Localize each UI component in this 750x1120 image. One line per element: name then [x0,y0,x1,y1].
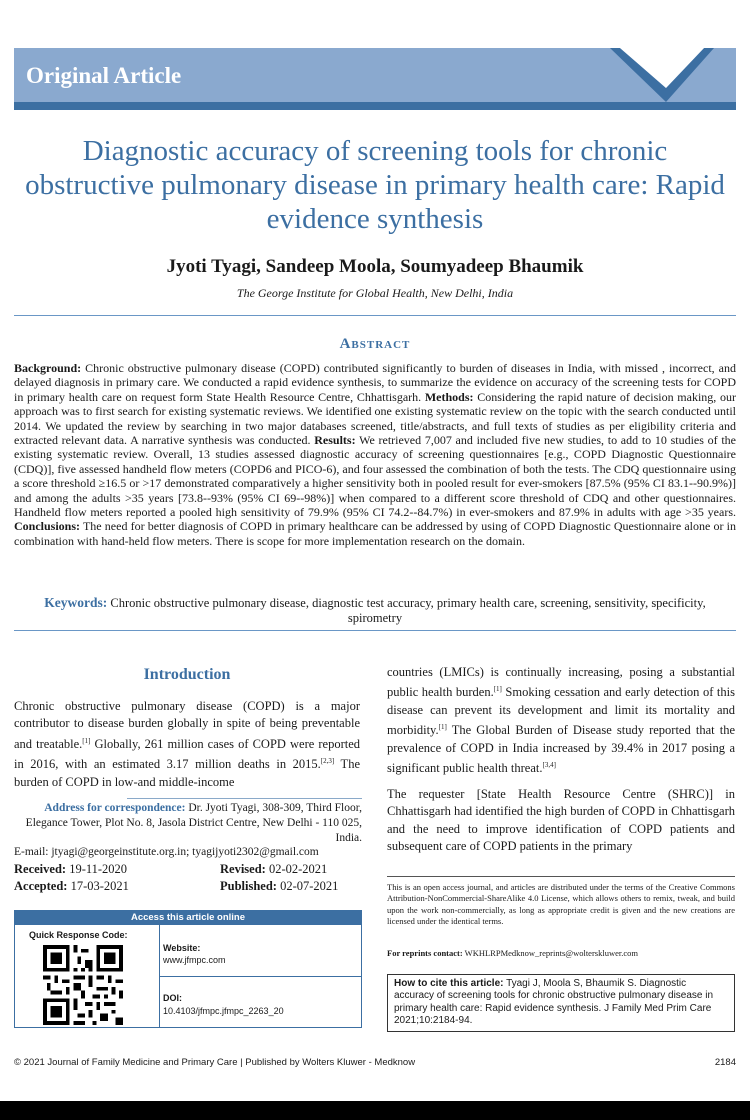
abstract-background-text: Chronic obstructive pulmonary disease (COPD) contributed significantly to burden of diseases in India, with missed , incorrect, and delayed diagnosis in primary care. We conducted a rapid evidence synthesis, to summarize the evidence on accuracy of the screening tests for COPD in primary health care on request form State Health Resource Centre, Chhattisgarh. [14,361,736,404]
divider [14,630,736,631]
qr-code-label: Quick Response Code: [29,930,128,940]
text-run: Smoking cessation and early detection of this disease can prevent its development and limit its mortality and morbidity. [387,685,735,738]
article-title: Diagnostic accuracy of screening tools for chronic obstructive pulmonary disease in primary health care: Rapid evidence synthesis [25,135,725,235]
correspondence-text: Dr. Jyoti Tyagi, 308-309, Third Floor, Elegance Tower, Plot No. 8, Jasola District Centre, New Delhi - 110 025, India. [25,802,362,845]
accepted-value: 17-03-2021 [67,879,129,893]
published-value: 02-07-2021 [276,879,339,893]
reprints-contact [387,948,735,958]
website-label: Website: [163,943,201,953]
qr-code-icon[interactable] [43,945,123,1025]
introduction-paragraph [14,698,360,791]
abstract-conclusions-label: Conclusions: [14,519,81,534]
text-run: Globally, 261 million cases of COPD were reported in 2016, with an estimated 3.17 million deaths in 2015. [14,736,361,772]
bottom-bar [0,1101,750,1120]
doi-link[interactable]: 10.4103/jfmpc.jfmpc_2263_20 [163,1006,284,1016]
introduction-paragraph: The requester [State Health Resource Centre (SHRC)] in Chhattisgarh had identified the high burden of COPD in Chhattisgarh and the need to improve identification of COPD patients and subsequent care of COPD patients in the primary [387,787,735,853]
introduction-heading: Introduction [143,666,231,683]
abstract-conclusions-text: The need for better diagnosis of COPD in primary healthcare can be addressed by using of COPD Diagnostic Questionnaire alone or in combination with hand-held flow meters. There is scope for more implementation research on the domain. [14,519,736,548]
correspondence-address [14,801,362,847]
abstract-background-label: Background: [14,361,82,375]
access-article-box [14,910,362,1028]
correspondence-email: E-mail: jtyagi@georgeinstitute.org.in; tyagijyoti2302@gmail.com [14,846,319,858]
author-affiliation: The George Institute for Global Health, New Delhi, India [236,286,514,300]
citation-ref: [1] [438,723,447,732]
divider [127,798,362,799]
citation-ref: [1] [82,736,91,745]
divider [160,976,361,977]
text-run: Chronic obstructive pulmonary disease (COPD) is a major contributor to disease burden globally in spite of being preventable and treatable. [14,699,360,751]
divider [14,315,736,316]
reprints-label: For reprints contact: [387,948,463,958]
published-date [220,879,338,894]
abstract-results-label: Results: [314,433,356,448]
reprints-email[interactable]: WKHLRPMedknow_reprints@wolterskluwer.com [462,948,638,958]
correspondence-label: Address for correspondence: [44,802,186,814]
doi-label: DOI: [163,993,182,1003]
keywords-text: Chronic obstructive pulmonary disease, diagnostic test accuracy, primary health care, screening, sensitivity, specificity, spirometry [107,596,706,625]
accepted-label: Accepted: [14,879,68,893]
license-text: This is an open access journal, and articles are distributed under the terms of the Creative Commons Attribution-NonCommercial-ShareAlike 4.0 License, which allows others to remix, tweak, and build upon the work non-commercially, as long as appropriate credit is given and the new creations are licensed under the identical terms. [387,882,735,926]
citation-text: Tyagi J, Moola S, Bhaumik S. Diagnostic accuracy of screening tools for chronic obstructive pulmonary disease in primary health care: Rapid evidence synthesis. J Family Med Prim Care 2021;10:2184-94. [394,978,714,1027]
text-run: The Global Burden of Disease study reported that the prevalence of COPD in India increased by 39.4% in 2017 posing a significant public health threat. [387,723,735,775]
text-run: countries (LMICs) is continually increasing, posing a substantial public health burden. [387,665,735,700]
abstract-methods-label: Methods: [424,389,474,404]
citation-ref: [2,3] [320,757,335,766]
keywords-label: Keywords: [44,595,108,610]
how-to-cite-box [387,974,735,1032]
accepted-date [14,879,129,894]
citation-ref: [1] [493,685,502,694]
citation-ref: [3,4] [542,760,556,769]
received-value: 19-11-2020 [66,862,128,876]
published-label: Published: [220,879,277,893]
revised-label: Revised: [220,862,266,876]
page-footer: © 2021 Journal of Family Medicine and Primary Care | Published by Wolters Kluwer - Medknow [14,1057,416,1068]
text-run: The burden of COPD in low-and middle-income [14,757,360,789]
revised-date [220,862,327,877]
citation-label: How to cite this article: [394,978,504,989]
divider [387,876,735,877]
abstract-heading: Abstract [339,336,411,352]
abstract-methods-text: Considering the rapid nature of decision making, our approach was to first search for existing systematic reviews. We identified one existing systematic review on the topic with the search conducted until 2014. We updated the review by searching in two major databases screened, title/abstracts, and full texts of studies as per eligibility criteria and extracted relevant data. A narrative synthesis was conducted. [14,389,736,448]
article-type-label: Original Article [26,63,182,88]
introduction-paragraph [387,664,735,777]
website-link[interactable]: www.jfmpc.com [163,955,226,965]
revised-value: 02-02-2021 [265,862,328,876]
abstract-body [14,361,736,548]
received-label: Received: [14,862,67,876]
received-date [14,862,127,877]
keywords [30,596,720,625]
article-authors: Jyoti Tyagi, Sandeep Moola, Soumyadeep Bhaumik [166,256,584,277]
page-number: 2184 [714,1057,736,1068]
abstract-results-text: We retrieved 7,007 and included five new studies, to add to 10 studies of the existing systematic review. Overall, 13 studies assessed diagnostic accuracy of screening questionnaires [e.g., COPD Diagnostic Questionnaire (CDQ)], five assessed handheld flow meters (COPD6 and PICO-6), and four assessed the combination of both the tests. The CDQ questionnaire using a score threshold ≥16.5 or >17 demonstrated comparatively a higher sensitivity both in pooled result for ever-smokers [87.5% (95% CI 83.1--90.9%)] and among the adults >35 years [73.8--93% (95% CI 69--98%)] when compared to a different score threshold of CDQ and other questionnaires. Handheld flow meters reported a pooled high sensitivity of 79.9% (95% CI 74.2--84.7%) in ever-smokers and 87.9% in adults with age >35 years. [14,433,736,520]
access-box-header: Access this article online [15,911,361,925]
